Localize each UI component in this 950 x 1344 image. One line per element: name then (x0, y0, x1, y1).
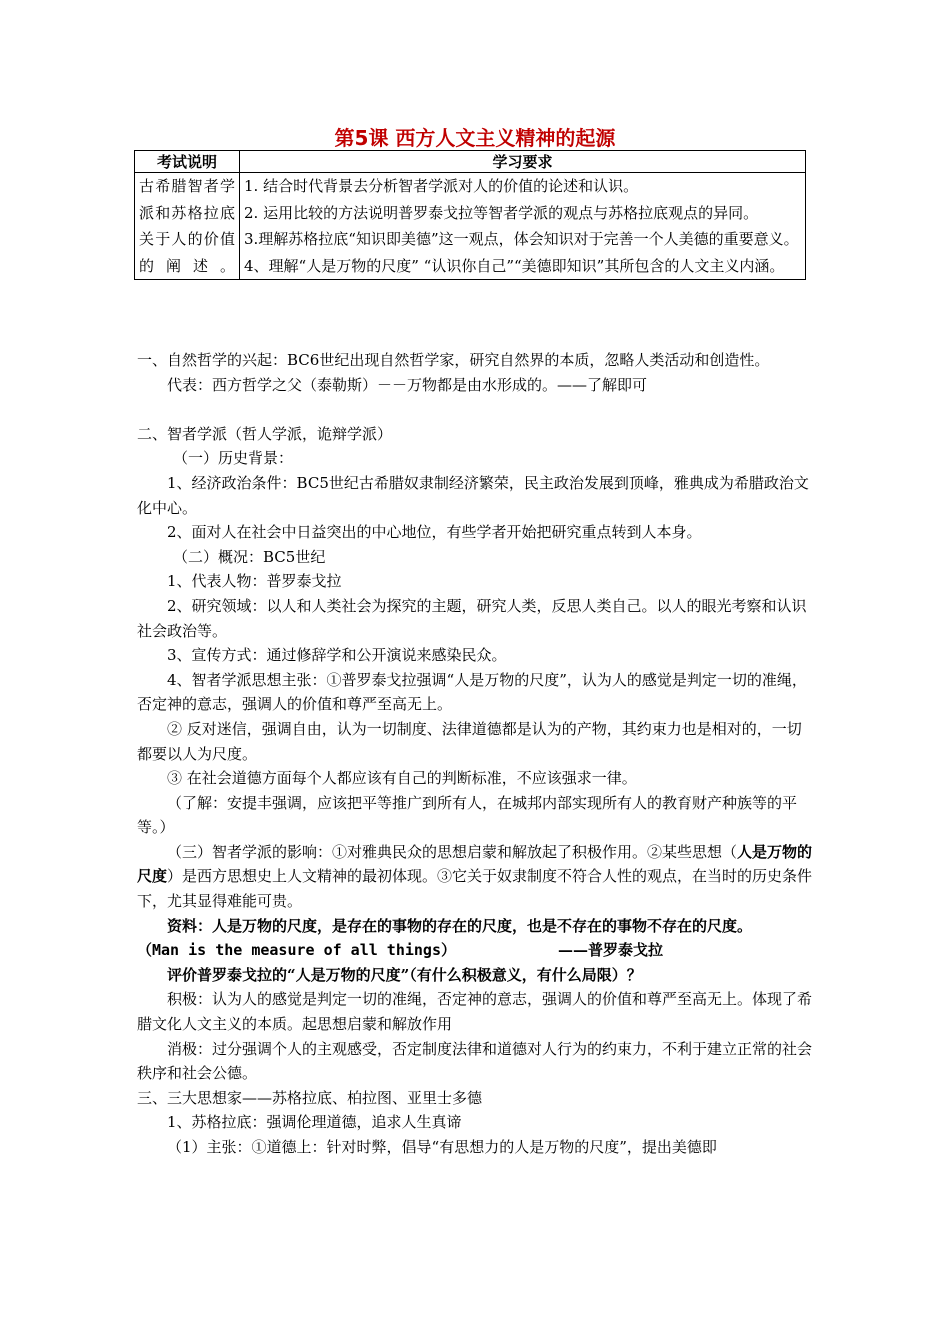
subheading: （二）概况：BC5世纪 (173, 547, 326, 566)
text-span: （三）智者学派的影响：①对雅典民众的思想启蒙和解放起了积极作用。②某些思想（ (167, 842, 738, 861)
paragraph: 2、面对人在社会中日益突出的中心地位，有些学者开始把研究重点转到人本身。 (167, 523, 702, 542)
quote-author: ——普罗泰戈拉 (557, 941, 663, 960)
paragraph (137, 840, 813, 914)
section-natural-philosophy: 一、自然哲学的兴起：BC6世纪出现自然哲学家，研究自然界的本质，忽略人类活动和创造性。 (137, 351, 770, 369)
material-source (137, 938, 813, 963)
paragraph: （1）主张：①道德上：针对时弊，倡导“有思想力的人是万物的尺度”，提出美德即 (167, 1138, 717, 1156)
section-three-thinkers: 三、三大思想家——苏格拉底、柏拉图、亚里士多德 (137, 1088, 483, 1107)
paragraph: 消极：过分强调个人的主观感受，否定制度法律和道德对人行为的约束力，不利于建立正常的社会秩序和社会公德。 (137, 1039, 813, 1083)
subheading: （一）历史背景： (173, 449, 294, 468)
paragraph: 4、智者学派思想主张：①普罗泰戈拉强调“人是万物的尺度”，认为人的感觉是判定一切的准绳，否定神的意志，强调人的价值和尊严至高无上。 (137, 670, 807, 714)
page-title: 第5课 西方人文主义精神的起源 (334, 126, 616, 150)
table-row (135, 173, 806, 280)
requirement-item: 2. 运用比较的方法说明普罗泰戈拉等智者学派的观点与苏格拉底观点的异同。 (244, 203, 759, 222)
requirement-item: 4、理解“人是万物的尺度” “认识你自己”“美德即知识”其所包含的人文主义内涵。 (244, 256, 785, 275)
requirements-cell (240, 173, 806, 280)
question: 评价普罗泰戈拉的“人是万物的尺度”（有什么积极意义，有什么局限）？ (167, 965, 642, 984)
requirements-table (134, 150, 806, 280)
material-quote: 资料：人是万物的尺度，是存在的事物的存在的尺度，也是不存在的事物不存在的尺度。 (167, 916, 753, 935)
paragraph: 1、经济政治条件：BC5世纪古希腊奴隶制经济繁荣，民主政治发展到顶峰，雅典成为希腊政治文化中心。 (137, 473, 809, 517)
english-quote: （Man is the measure of all things） (137, 941, 456, 960)
paragraph: （了解：安提丰强调，应该把平等推广到所有人，在城邦内部实现所有人的教育财产种族等的平等。） (137, 793, 798, 837)
paragraph: 1、代表人物：普罗泰戈拉 (167, 572, 342, 591)
section-sophists: 二、智者学派（哲人学派，诡辩学派） (137, 424, 393, 443)
paragraph: 1、苏格拉底：强调伦理道德，追求人生真谛 (167, 1113, 462, 1132)
document-body (137, 348, 813, 1160)
paragraph: 积极：认为人的感觉是判定一切的准绳，否定神的意志，强调人的价值和尊严至高无上。体现了希腊文化人文主义的本质。起思想启蒙和解放作用 (137, 990, 813, 1034)
paragraph: 3、宣传方式：通过修辞学和公开演说来感染民众。 (167, 646, 507, 665)
paragraph: 2、研究领域：以人和人类社会为探究的主题，研究人类，反思人类自己。以人的眼光考察和认识社会政治等。 (137, 596, 807, 640)
exam-description-header: 考试说明 (135, 151, 240, 173)
bold-text: 人是万物的尺度 (137, 842, 813, 886)
text-span: ）是西方思想史上人文精神的最初体现。③它关于奴隶制度不符合人性的观点，在当时的历史条件下，尤其显得难能可贵。 (137, 867, 813, 911)
paragraph: ③ 在社会道德方面每个人都应该有自己的判断标准，不应该强求一律。 (167, 769, 637, 788)
paragraph: 代表：西方哲学之父（泰勒斯）－－万物都是由水形成的。——了解即可 (167, 375, 648, 394)
exam-topic-cell: 古希腊智者学派和苏格拉底关于人的价值的阐述。 (135, 173, 240, 280)
learning-requirements-header: 学习要求 (240, 151, 806, 173)
spacer (137, 397, 813, 422)
table-header-row (135, 151, 806, 173)
requirement-item: 3.理解苏格拉底“知识即美德”这一观点，体会知识对于完善一个人美德的重要意义。 (244, 230, 799, 248)
requirement-item: 1. 结合时代背景去分析智者学派对人的价值的论述和认识。 (244, 177, 639, 195)
paragraph: ② 反对迷信，强调自由，认为一切制度、法律道德都是认为的产物，其约束力也是相对的，一切都要以人为尺度。 (137, 719, 802, 763)
